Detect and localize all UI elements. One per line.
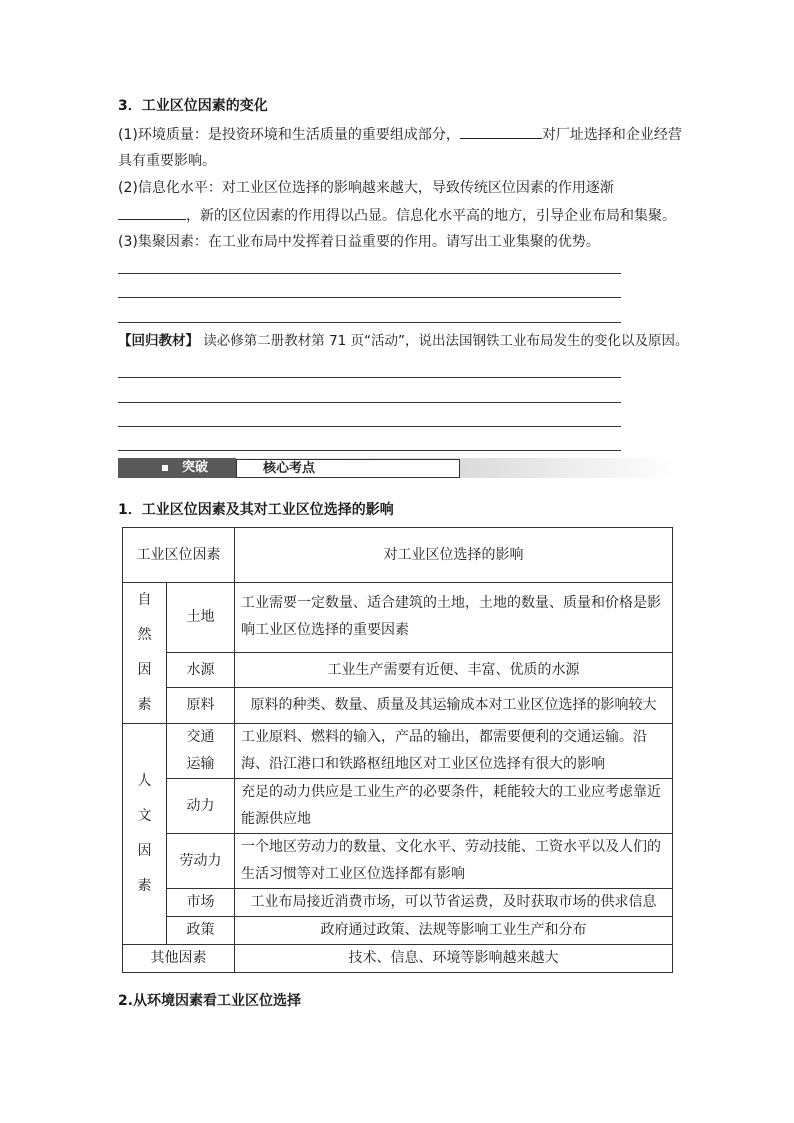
factor-cell: 土地 xyxy=(167,583,235,653)
fill-blank-1[interactable] xyxy=(460,124,542,139)
review-tag: 【回归教材】 xyxy=(118,333,199,349)
effect-cell: 政府通过政策、法规等影响工业生产和分布 xyxy=(235,917,673,945)
factor-cell: 原料 xyxy=(167,688,235,724)
group-human xyxy=(123,724,167,945)
table-row xyxy=(123,834,673,889)
effect-cell: 技术、信息、环境等影响越来越大 xyxy=(235,945,673,973)
section3-p2-text-b: ，新的区位因素的作用得以凸显。信息化水平高的地方，引导企业布局和集聚。 xyxy=(186,208,676,224)
factor-cell: 市场 xyxy=(167,889,235,917)
answer-line[interactable] xyxy=(118,450,621,451)
answer-line[interactable] xyxy=(118,273,621,274)
effect-cell: 工业原料、燃料的输入，产品的输出，都需要便利的交通运输。沿海、沿江港口和铁路枢纽地区对工业区位选择有很大的影响 xyxy=(235,724,673,779)
group-natural xyxy=(123,583,167,724)
table-row xyxy=(123,688,673,724)
section1-title: 1．工业区位因素及其对工业区位选择的影响 xyxy=(118,502,394,518)
factor-cell: 政策 xyxy=(167,917,235,945)
factor-cell: 劳动力 xyxy=(167,834,235,889)
section-banner xyxy=(118,458,676,478)
factor-cell: 其他因素 xyxy=(123,945,235,973)
effect-cell: 原料的种类、数量、质量及其运输成本对工业区位选择的影响较大 xyxy=(235,688,673,724)
header-effect: 对工业区位选择的影响 xyxy=(235,528,673,583)
banner-left-label: 突破 xyxy=(182,460,209,475)
section3-p3: (3)集聚因素：在工业布局中发挥着日益重要的作用。请写出工业集聚的优势。 xyxy=(118,234,600,250)
answer-line[interactable] xyxy=(118,297,621,298)
factor-table xyxy=(122,527,673,973)
section3-title: 3．工业区位因素的变化 xyxy=(118,98,268,114)
section3-p1-text-a: (1)环境质量：是投资环境和生活质量的重要组成部分， xyxy=(118,127,460,143)
factor-label: 交通运输 xyxy=(186,729,215,772)
table-row xyxy=(123,779,673,834)
answer-line[interactable] xyxy=(118,402,621,403)
answer-line[interactable] xyxy=(118,377,621,378)
effect-cell: 工业需要一定数量、适合建筑的土地，土地的数量、质量和价格是影响工业区位选择的重要因素 xyxy=(235,583,673,653)
section3-p1-line1 xyxy=(118,124,682,145)
banner-light-segment xyxy=(236,459,460,478)
effect-cell: 充足的动力供应是工业生产的必要条件，耗能较大的工业应考虑靠近能源供应地 xyxy=(235,779,673,834)
factor-cell xyxy=(167,724,235,779)
effect-cell: 工业布局接近消费市场，可以节省运费，及时获取市场的供求信息 xyxy=(235,889,673,917)
section3-p2-line1: (2)信息化水平：对工业区位选择的影响越来越大，导致传统区位因素的作用逐渐 xyxy=(118,180,614,196)
answer-line[interactable] xyxy=(118,426,621,427)
section3-p1-line2: 具有重要影响。 xyxy=(118,153,216,169)
fill-blank-2[interactable] xyxy=(118,205,186,220)
review-textbook xyxy=(118,331,689,351)
answer-line[interactable] xyxy=(118,322,621,323)
review-text: 读必修第二册教材第 71 页“活动”，说出法国钢铁工业布局发生的变化以及原因。 xyxy=(199,333,689,349)
section3-p1-text-b: 对厂址选择和企业经营 xyxy=(541,127,682,143)
table-row xyxy=(123,945,673,973)
square-bullet-icon xyxy=(162,465,168,471)
table-row xyxy=(123,889,673,917)
table-row xyxy=(123,583,673,653)
group-human-label: 人文因素 xyxy=(137,773,152,894)
banner-right-label: 核心考点 xyxy=(263,461,316,476)
factor-cell: 水源 xyxy=(167,652,235,688)
section2-title: 2.从环境因素看工业区位选择 xyxy=(118,993,302,1009)
effect-cell: 一个地区劳动力的数量、文化水平、劳动技能、工资水平以及人们的生活习惯等对工业区位选择都有影响 xyxy=(235,834,673,889)
effect-cell: 工业生产需要有近便、丰富、优质的水源 xyxy=(235,652,673,688)
table-row xyxy=(123,724,673,779)
table-row xyxy=(123,652,673,688)
section3-p2-line2 xyxy=(118,205,676,226)
table-row xyxy=(123,917,673,945)
factor-cell: 动力 xyxy=(167,779,235,834)
table-header-row xyxy=(123,528,673,583)
banner-dark-segment xyxy=(118,458,236,478)
header-factor: 工业区位因素 xyxy=(123,528,235,583)
group-natural-label: 自然因素 xyxy=(137,592,152,713)
